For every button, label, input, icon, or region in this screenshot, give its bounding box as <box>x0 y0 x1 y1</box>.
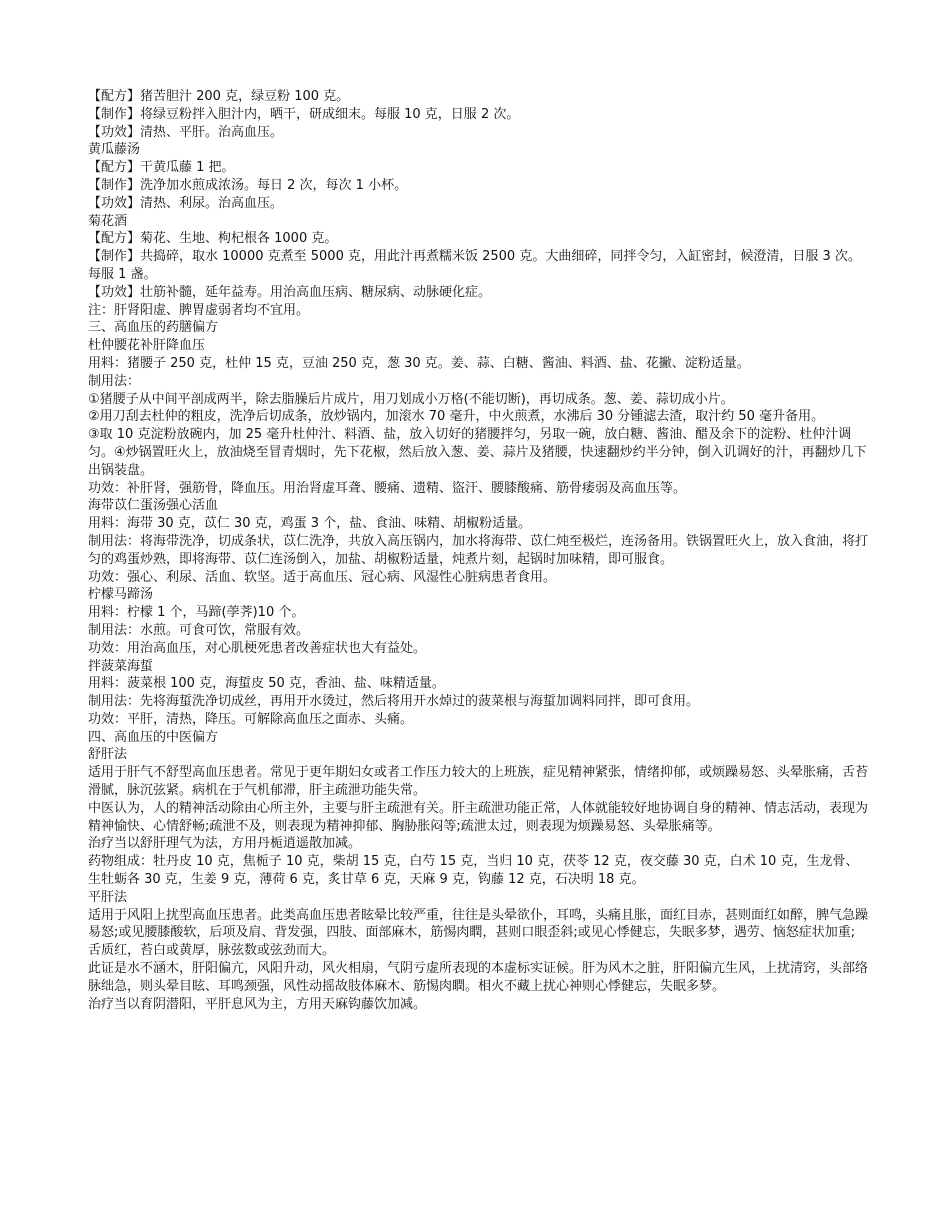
recipe-title: 菊花酒 <box>88 213 128 229</box>
recipe-efficacy-line: 【功效】壮筋补髓，延年益寿。用治高血压病、糖尿病、动脉硬化症。 <box>88 284 492 300</box>
method-step: ①猪腰子从中间平剖成两半，除去脂臊后片成片，用刀划成小万格(不能切断)，再切成条。葱、姜、蒜切成小片。 <box>88 391 734 407</box>
recipe-formula-line: 【配方】菊花、生地、枸杞根各 1000 克。 <box>88 231 338 247</box>
recipe-preparation-line: 【制作】将绿豆粉拌入胆汁内，晒干，研成细末。每服 10 克，日服 2 次。 <box>88 106 520 122</box>
prescription-paragraph: 药物组成：牡丹皮 10 克，焦栀子 10 克，柴胡 15 克，白芍 15 克，当归 10 克，茯苓 12 克，夜交藤 30 克，白术 10 克，生龙骨、生牡蛎各 30 克，生姜 9 克，薄荷 6 克，炙甘草 6 克，天麻 9 克，钩藤 12 克，石决明 18 克。 <box>88 854 859 888</box>
recipe-note: 注：肝肾阳虚、脾胃虚弱者均不宜用。 <box>88 302 310 318</box>
ingredients-line: 用料：海带 30 克，苡仁 30 克，鸡蛋 3 个，盐、食油、味精、胡椒粉适量。 <box>88 516 532 532</box>
body-paragraph: 中医认为，人的精神活动除由心所主外，主要与肝主疏泄有关。肝主疏泄功能正常，人体就能较好地协调自身的精神、情志活动，表现为精神愉快、心情舒畅;疏泄不及，则表现为精神抑郁、胸胁胀闷等;疏泄太过，则表现为烦躁易怒、头晕胀痛等。 <box>88 800 869 834</box>
treatment-line: 治疗当以育阴潜阳，平肝息风为主，方用天麻钩藤饮加减。 <box>88 996 427 1012</box>
recipe-efficacy-line: 【功效】清热、平肝。治高血压。 <box>88 124 284 140</box>
efficacy-line: 功效：用治高血压，对心肌梗死患者改善症状也大有益处。 <box>88 640 427 656</box>
recipe-title: 杜仲腰花补肝降血压 <box>88 338 206 354</box>
method-line: 制用法：先将海蜇洗净切成丝，再用开水烫过，然后将用开水焯过的菠菜根与海蜇加调料同拌，即可食用。 <box>88 694 700 710</box>
recipe-formula-line: 【配方】干黄瓜藤 1 把。 <box>88 160 235 176</box>
document-body <box>88 88 868 1013</box>
method-step: ②用刀刮去杜仲的粗皮，洗净后切成条，放炒锅内，加滚水 70 毫升，中火煎煮，水沸后 30 分锺滤去渣，取汁约 50 毫升备用。 <box>88 409 825 425</box>
method-label: 制用法： <box>88 373 141 389</box>
efficacy-line: 功效：补肝肾，强筋骨，降血压。用治肾虚耳聋、腰痛、遗精、盜汗、腰膝酸痛、筋骨痿弱及高血压等。 <box>88 480 687 496</box>
recipe-formula-line: 【配方】猪苦胆汁 200 克，绿豆粉 100 克。 <box>88 89 350 104</box>
method-paragraph: 制用法：将海带洗净，切成条状，苡仁洗净，共放入高压锅内，加水将海带、苡仁炖至极烂，连汤备用。铁锅置旺火上，放入食油，将打匀的鸡蛋炒熟，即将海带、苡仁连汤倒入，加盐、胡椒粉适量，炖煮片刻，起锅时加味精，即可服食。 <box>88 533 869 567</box>
efficacy-line: 功效：平肝，清热，降压。可解除高血压之面赤、头痛。 <box>88 711 414 727</box>
method-title: 平肝法 <box>88 889 128 905</box>
body-paragraph: 适用于风阳上扰型高血压患者。此类高血压患者眩晕比较严重，往往是头晕欲仆，耳鸣，头痛且胀，面红目赤，甚则面红如醉，脾气急躁易怒;或见腰膝酸软，后项及肩、背发强，四肢、面部麻木，筋惕肉瞤，甚则口眼歪斜;或见心悸健忘，失眠多梦，遇劳、恼怒症状加重;舌质红，苔白或黄厚，脉弦数或弦劲而大。 <box>88 907 869 959</box>
treatment-line: 治疗当以舒肝理气为法，方用丹栀逍遥散加减。 <box>88 836 362 852</box>
body-paragraph: 此证是水不涵木，肝阳偏亢，风阳升动，风火相扇，气阴亏虚所表现的本虚标实证候。肝为风木之脏，肝阳偏亢生风，上扰清窍，头部络脉绌急，则头晕目眩、耳鸣颈强，风性动摇故肢体麻木、筋惕肉瞤。相火不藏上扰心神则心悸健忘，失眠多梦。 <box>88 961 869 994</box>
section-heading: 三、高血压的药膳偏方 <box>88 320 219 336</box>
recipe-title: 柠檬马蹄汤 <box>88 587 154 603</box>
recipe-preparation-paragraph: 【制作】共捣碎，取水 10000 克煮至 5000 克，用此汁再煮糯米饭 2500 克。大曲细碎，同拌令匀，入缸密封，候澄清，日服 3 次。每服 1 盏。 <box>88 249 861 282</box>
section-heading: 四、高血压的中医偏方 <box>88 729 219 745</box>
ingredients-line: 用料：猪腰子 250 克，杜仲 15 克，豆油 250 克，葱 30 克。姜、蒜、白糖、酱油、料酒、盐、花撇、淀粉适量。 <box>88 355 750 371</box>
recipe-title: 拌菠菜海蜇 <box>88 658 154 674</box>
recipe-preparation-line: 【制作】洗净加水煎成浓汤。每日 2 次，每次 1 小杯。 <box>88 177 408 193</box>
recipe-efficacy-line: 【功效】清热、利尿。治高血压。 <box>88 195 284 211</box>
efficacy-line: 功效：强心、利尿、活血、软坚。适于高血压、冠心病、风湿性心脏病患者食用。 <box>88 569 557 585</box>
body-paragraph: 适用于肝气不舒型高血压患者。常见于更年期妇女或者工作压力较大的上班族，症见精神紧张，情绪抑郁，或烦躁易怒、头晕胀痛，舌苔滑腻，脉沉弦紧。病机在于气机郁滞，肝主疏泄功能失常。 <box>88 765 869 799</box>
method-title: 舒肝法 <box>88 747 128 763</box>
method-line: 制用法：水煎。可食可饮，常服有效。 <box>88 622 310 638</box>
ingredients-line: 用料：菠菜根 100 克，海蜇皮 50 克，香油、盐、味精适量。 <box>88 676 445 692</box>
method-step: ③取 10 克淀粉放碗内，加 25 毫升杜仲汁、料酒、盐，放入切好的猪腰拌匀，另取一碗，放白糖、酱油、醋及余下的淀粉、杜仲汁调匀。④炒锅置旺火上，放油烧至冒青烟时，先下花椒，然后放入葱、姜、蒜片及猪腰，快速翻炒约半分钟，倒入讥调好的汁，再翻炒几下出锅装盘。 <box>88 427 867 478</box>
ingredients-line: 用料：柠檬 1 个，马蹄(荸荠)10 个。 <box>88 605 305 621</box>
recipe-title: 黄瓜藤汤 <box>88 142 141 158</box>
recipe-title: 海带苡仁蛋汤强心活血 <box>88 498 219 514</box>
